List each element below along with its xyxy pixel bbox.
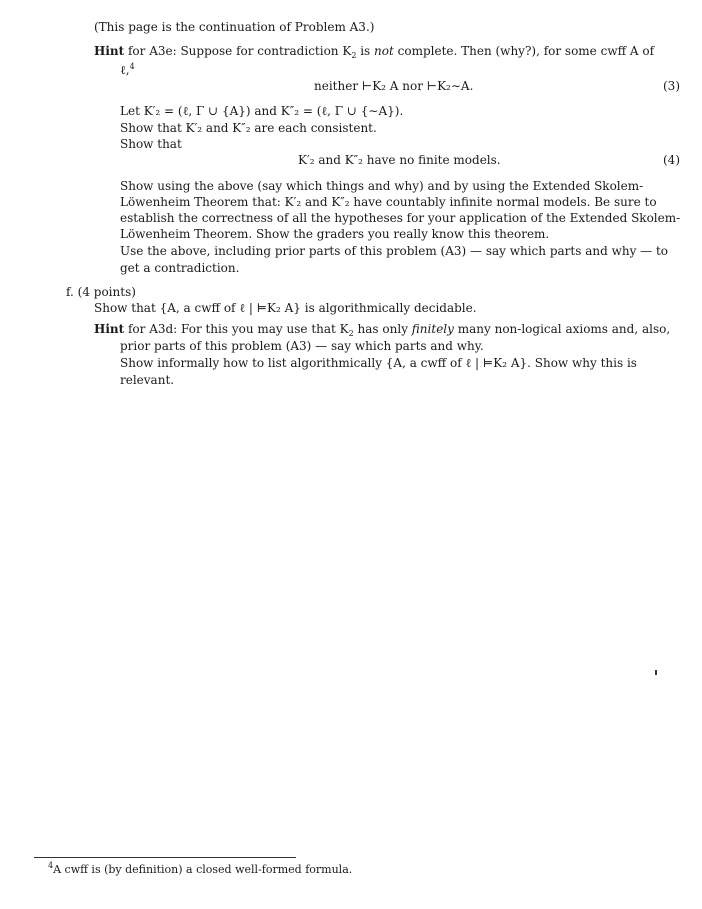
hint-a3e-label: Hint <box>94 44 125 58</box>
hint-a3e-line-2: ℓ,$^4$ <box>120 62 135 77</box>
let-definition: Let K′₂ = (ℓ, Γ ∪ {A}) and K″₂ = (ℓ, Γ ∪ {∼A}). <box>120 104 404 118</box>
paragraph-line: Löwenheim Theorem that: K′₂ and K″₂ have countably infinite normal models. Be sure to <box>120 195 657 209</box>
paragraph-line: Show using the above (say which things and why) and by using the Extended Skolem- <box>120 179 644 193</box>
footnote <box>48 862 352 878</box>
show-consistent: Show that K′₂ and K″₂ are each consistent. <box>120 121 377 135</box>
part-f-statement: Show that {A, a cwff of ℓ | ⊨K₂ A} is algorithmically decidable. <box>94 301 477 315</box>
footnote-mark: 4 <box>48 861 54 870</box>
paragraph-line: Use the above, including prior parts of this problem (A3) — say which parts and why — to <box>120 244 669 258</box>
equation-4: K′₂ and K″₂ have no finite models. <box>298 153 501 167</box>
part-f-heading: f. (4 points) <box>66 285 136 299</box>
equation-4-number: (4) <box>663 153 680 167</box>
footnote-ref: 4 <box>129 62 135 71</box>
paragraph-line: Löwenheim Theorem. Show the graders you really know this theorem. <box>120 227 550 241</box>
hint-a3d-label: Hint <box>94 322 125 336</box>
equation-3-number: (3) <box>663 79 680 93</box>
hint-a3d-line-1: Hint for A3d: For this you may use that $K_2$ has only finitely many non-logical axioms and, also, <box>94 322 671 338</box>
equation-3: neither ⊢K₂ A nor ⊢K₂∼A. <box>314 79 474 93</box>
paragraph-line: get a contradiction. <box>120 261 240 275</box>
show-that: Show that <box>120 137 182 151</box>
footnote-rule <box>34 857 296 858</box>
hint-a3e-line-1: Hint for A3e: Suppose for contradiction $K_2$ is not complete. Then (why?), for some cwff A of <box>94 44 655 60</box>
hint-a3d-line-3: Show informally how to list algorithmically {A, a cwff of ℓ | ⊨K₂ A}. Show why this is <box>120 356 637 370</box>
continuation-note: (This page is the continuation of Problem A3.) <box>94 20 375 34</box>
paragraph-line: establish the correctness of all the hypotheses for your application of the Extended Skolem- <box>120 211 681 225</box>
hint-a3d-line-4: relevant. <box>120 373 175 387</box>
hint-a3d-line-2: prior parts of this problem (A3) — say which parts and why. <box>120 339 484 353</box>
scan-speck <box>655 670 657 675</box>
footnote-text: A cwff is (by definition) a closed well-formed formula. <box>53 863 353 876</box>
